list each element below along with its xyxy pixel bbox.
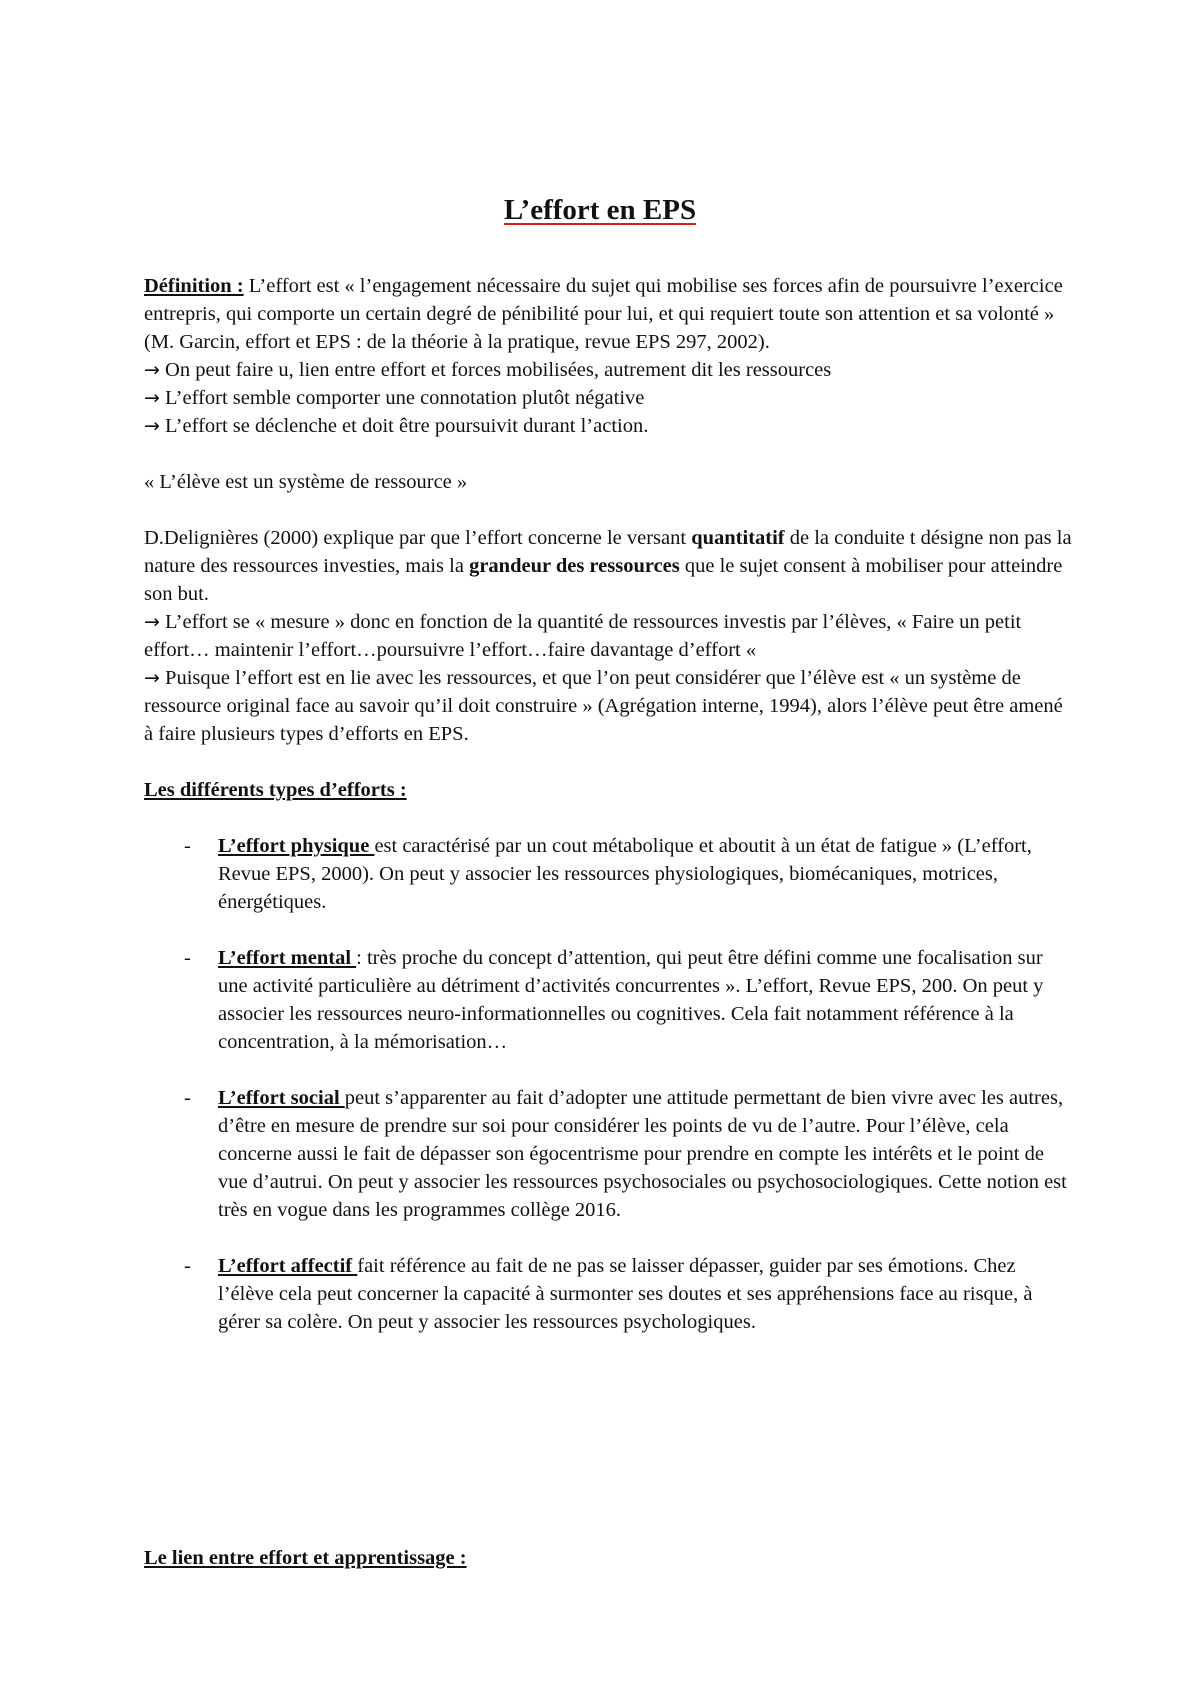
arrow-line	[144, 384, 1074, 412]
document-body	[144, 272, 1074, 1364]
arrow-icon: →	[144, 415, 160, 437]
list-item-text: : très proche du concept d’attention, qui peut être défini comme une focalisation sur une activité particulière au détriment d’activités concurrentes ». L’effort, Revue EPS, 200. On peut y associer les ressources neuro-informationnelles ou cognitives. Cela fait notamment référence à la concentration, à la mémorisation…	[218, 947, 1044, 1053]
page-title	[0, 192, 1200, 228]
list-item-term: L’effort social	[218, 1087, 345, 1109]
bullet-dash: -	[184, 1255, 191, 1277]
arrow-text: L’effort se « mesure » donc en fonction de la quantité de ressources investis par l’élèves, « Faire un petit effort… maintenir l’effort…poursuivre l’effort…faire davantage d’effort «	[144, 611, 1022, 661]
bullet-dash: -	[184, 1087, 191, 1109]
effort-types-list	[144, 832, 1074, 1336]
emphasis-grandeur: grandeur des ressources	[469, 555, 680, 577]
list-item	[144, 832, 1074, 916]
arrow-line	[144, 412, 1074, 440]
types-heading: Les différents types d’efforts :	[144, 779, 407, 801]
list-item-term: L’effort affectif	[218, 1255, 358, 1277]
bullet-dash: -	[184, 947, 191, 969]
list-item-text: est caractérisé par un cout métabolique et aboutit à un état de fatigue » (L’effort, Revue EPS, 2000). On peut y associer les ressources physiologiques, biomécaniques, motrices, énergétiques.	[218, 835, 1032, 913]
delignieres-paragraph	[144, 524, 1074, 608]
link-section	[144, 1544, 1074, 1572]
arrow-text: On peut faire u, lien entre effort et forces mobilisées, autrement dit les ressources	[165, 359, 832, 381]
list-item	[144, 1084, 1074, 1224]
arrow-icon: →	[144, 359, 160, 381]
list-item	[144, 944, 1074, 1056]
list-item-term: L’effort mental	[218, 947, 357, 969]
arrow-icon: →	[144, 387, 160, 409]
quote-line: « L’élève est un système de ressource »	[144, 471, 468, 493]
list-item-text: peut s’apparenter au fait d’adopter une attitude permettant de bien vivre avec les autres, d’être en mesure de prendre sur soi pour considérer les points de vu de l’autre. Pour l’élève, cela concerne aussi le fait de dépasser son égocentrisme pour prendre en compte les intérêts et le point de vue d’autrui. On peut y associer les ressources psychosociales ou psychosociologiques. Cette notion est très en vogue dans les programmes collège 2016.	[218, 1087, 1067, 1221]
page-title-text: L’effort en EPS	[503, 194, 697, 226]
definition-label: Définition :	[144, 275, 244, 297]
delignieres-text: de la conduite t désigne non pas la nature des ressources investies, mais la	[144, 527, 1072, 577]
arrow-text: Puisque l’effort est en lie avec les ressources, et que l’on peut considérer que l’élève est « un système de ressource original face au savoir qu’il doit construire » (Agrégation interne, 1994), alors l’élève peut être amené à faire plusieurs types d’efforts en EPS.	[144, 667, 1063, 745]
arrow-text: L’effort se déclenche et doit être poursuivit durant l’action.	[165, 415, 649, 437]
list-item	[144, 1252, 1074, 1336]
arrow-icon: →	[144, 667, 160, 689]
arrow-line	[144, 356, 1074, 384]
arrow-line	[144, 664, 1074, 748]
bullet-dash: -	[184, 835, 191, 857]
arrow-line	[144, 608, 1074, 664]
link-heading: Le lien entre effort et apprentissage :	[144, 1547, 467, 1569]
list-item-text: fait référence au fait de ne pas se laisser dépasser, guider par ses émotions. Chez l’élève cela peut concerner la capacité à surmonter ses doutes et ses appréhensions face au risque, à gérer sa colère. On peut y associer les ressources psychologiques.	[218, 1255, 1033, 1333]
delignieres-text: que le sujet consent à mobiliser pour atteindre son but.	[144, 555, 1063, 605]
delignieres-text: D.Delignières (2000) explique par que l’effort concerne le versant	[144, 527, 692, 549]
definition-text: L’effort est « l’engagement nécessaire du sujet qui mobilise ses forces afin de poursuivre l’exercice entrepris, qui comporte un certain degré de pénibilité pour lui, et qui requiert toute son attention et sa volonté » (M. Garcin, effort et EPS : de la théorie à la pratique, revue EPS 297, 2002).	[144, 275, 1063, 353]
arrow-text: L’effort semble comporter une connotation plutôt négative	[165, 387, 645, 409]
definition-paragraph	[144, 272, 1074, 356]
arrow-icon: →	[144, 611, 160, 633]
emphasis-quantitatif: quantitatif	[691, 527, 785, 549]
list-item-term: L’effort physique	[218, 835, 375, 857]
